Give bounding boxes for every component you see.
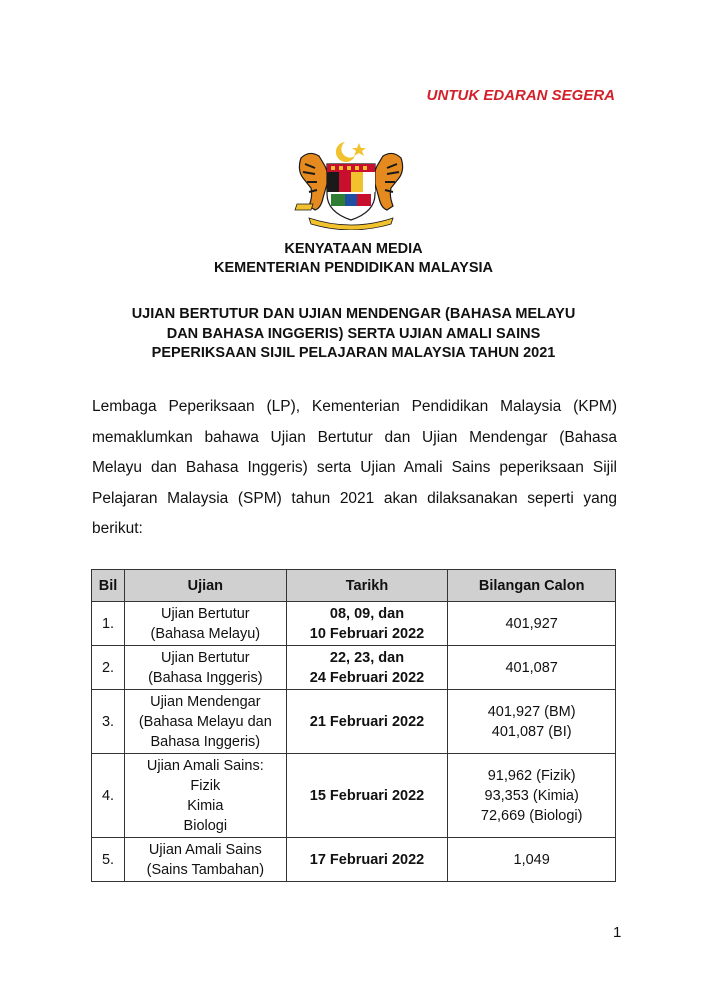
body-paragraph: Lembaga Peperiksaan (LP), Kementerian Pendidikan Malaysia (KPM) memaklumkan bahawa Ujian Bertutur dan Ujian Mendengar (Bahasa Melayu dan Bahasa Inggeris) serta Ujian Amali Sains peperiksaan Sijil Pelajaran Malaysia (SPM) tahun 2021 akan dilaksanakan seperti yang berikut: — [92, 398, 617, 537]
cell-ujian-line: (Bahasa Melayu dan — [138, 713, 272, 730]
cell-tarikh — [286, 690, 448, 754]
subject-heading — [0, 305, 707, 364]
cell-ujian-line: Kimia — [187, 797, 224, 814]
cell-tarikh — [286, 838, 448, 882]
cell-ujian — [124, 602, 286, 646]
cell-tarikh-line: 10 Februari 2022 — [309, 625, 425, 642]
cell-tarikh-line: 22, 23, dan — [329, 649, 405, 666]
cell-ujian — [124, 754, 286, 838]
cell-ujian-line: (Sains Tambahan) — [146, 861, 265, 878]
subject-line-3: PEPERIKSAAN SIJIL PELAJARAN MALAYSIA TAHUN 2021 — [151, 345, 556, 361]
header-tarikh: Tarikh — [286, 570, 448, 602]
cell-bilangan-calon-line: 72,669 (Biologi) — [480, 807, 583, 824]
table-header-row — [92, 570, 616, 602]
cell-ujian-line: Ujian Bertutur — [160, 605, 250, 622]
cell-tarikh — [286, 602, 448, 646]
cell-ujian-line: Ujian Mendengar — [150, 693, 261, 710]
cell-tarikh — [286, 754, 448, 838]
subject-line-2: DAN BAHASA INGGERIS) SERTA UJIAN AMALI SAINS — [166, 325, 541, 342]
cell-ujian-line: Fizik — [190, 777, 221, 794]
header-bilangan-calon: Bilangan Calon — [448, 570, 616, 602]
cell-ujian — [124, 690, 286, 754]
title-line-2: KEMENTERIAN PENDIDIKAN MALAYSIA — [213, 260, 493, 276]
table-row — [92, 602, 616, 646]
cell-tarikh-line: 17 Februari 2022 — [309, 851, 425, 868]
cell-bilangan-calon — [448, 602, 616, 646]
cell-bilangan-calon-line: 401,927 — [505, 615, 558, 632]
cell-bilangan-calon-line: 401,087 (BI) — [491, 723, 572, 740]
cell-bil: 2. — [92, 646, 125, 690]
cell-ujian-line: Biologi — [183, 817, 228, 834]
cell-bilangan-calon-line: 401,927 (BM) — [487, 703, 576, 720]
cell-bil: 5. — [92, 838, 125, 882]
cell-bilangan-calon — [448, 690, 616, 754]
cell-bil: 1. — [92, 602, 125, 646]
cell-bil: 4. — [92, 754, 125, 838]
cell-ujian — [124, 646, 286, 690]
cell-ujian-line: (Bahasa Melayu) — [150, 625, 261, 642]
cell-tarikh-line: 24 Februari 2022 — [309, 669, 425, 686]
cell-ujian-line: Ujian Bertutur — [160, 649, 250, 666]
cell-tarikh-line: 21 Februari 2022 — [309, 713, 425, 730]
table-row — [92, 690, 616, 754]
header-ujian: Ujian — [124, 570, 286, 602]
title-line-1: KENYATAAN MEDIA — [284, 241, 423, 257]
cell-bilangan-calon — [448, 646, 616, 690]
table-row — [92, 754, 616, 838]
cell-tarikh-line: 15 Februari 2022 — [309, 787, 425, 804]
cell-bilangan-calon-line: 93,353 (Kimia) — [484, 787, 579, 804]
cell-bilangan-calon-line: 1,049 — [513, 851, 550, 868]
page-number: 1 — [613, 924, 622, 941]
cell-bil: 3. — [92, 690, 125, 754]
subject-line-1: UJIAN BERTUTUR DAN UJIAN MENDENGAR (BAHASA MELAYU — [131, 306, 576, 322]
cell-bilangan-calon — [448, 754, 616, 838]
cell-tarikh — [286, 646, 448, 690]
cell-ujian-line: Ujian Amali Sains: — [146, 757, 264, 774]
cell-ujian-line: Ujian Amali Sains — [148, 841, 262, 858]
cell-ujian — [124, 838, 286, 882]
cell-bilangan-calon-line: 401,087 — [505, 659, 558, 676]
cell-ujian-line: Bahasa Inggeris) — [150, 733, 261, 750]
header-bil: Bil — [92, 570, 125, 602]
cell-bilangan-calon-line: 91,962 (Fizik) — [487, 767, 576, 784]
table-row — [92, 646, 616, 690]
cell-bilangan-calon — [448, 838, 616, 882]
exam-schedule-table — [91, 569, 616, 882]
table-row — [92, 838, 616, 882]
cell-tarikh-line: 08, 09, dan — [329, 605, 405, 622]
malaysia-coat-of-arms-logo — [287, 138, 415, 230]
cell-ujian-line: (Bahasa Inggeris) — [148, 669, 263, 686]
media-statement-title — [0, 240, 707, 278]
urgent-release-label: UNTUK EDARAN SEGERA — [426, 87, 615, 104]
